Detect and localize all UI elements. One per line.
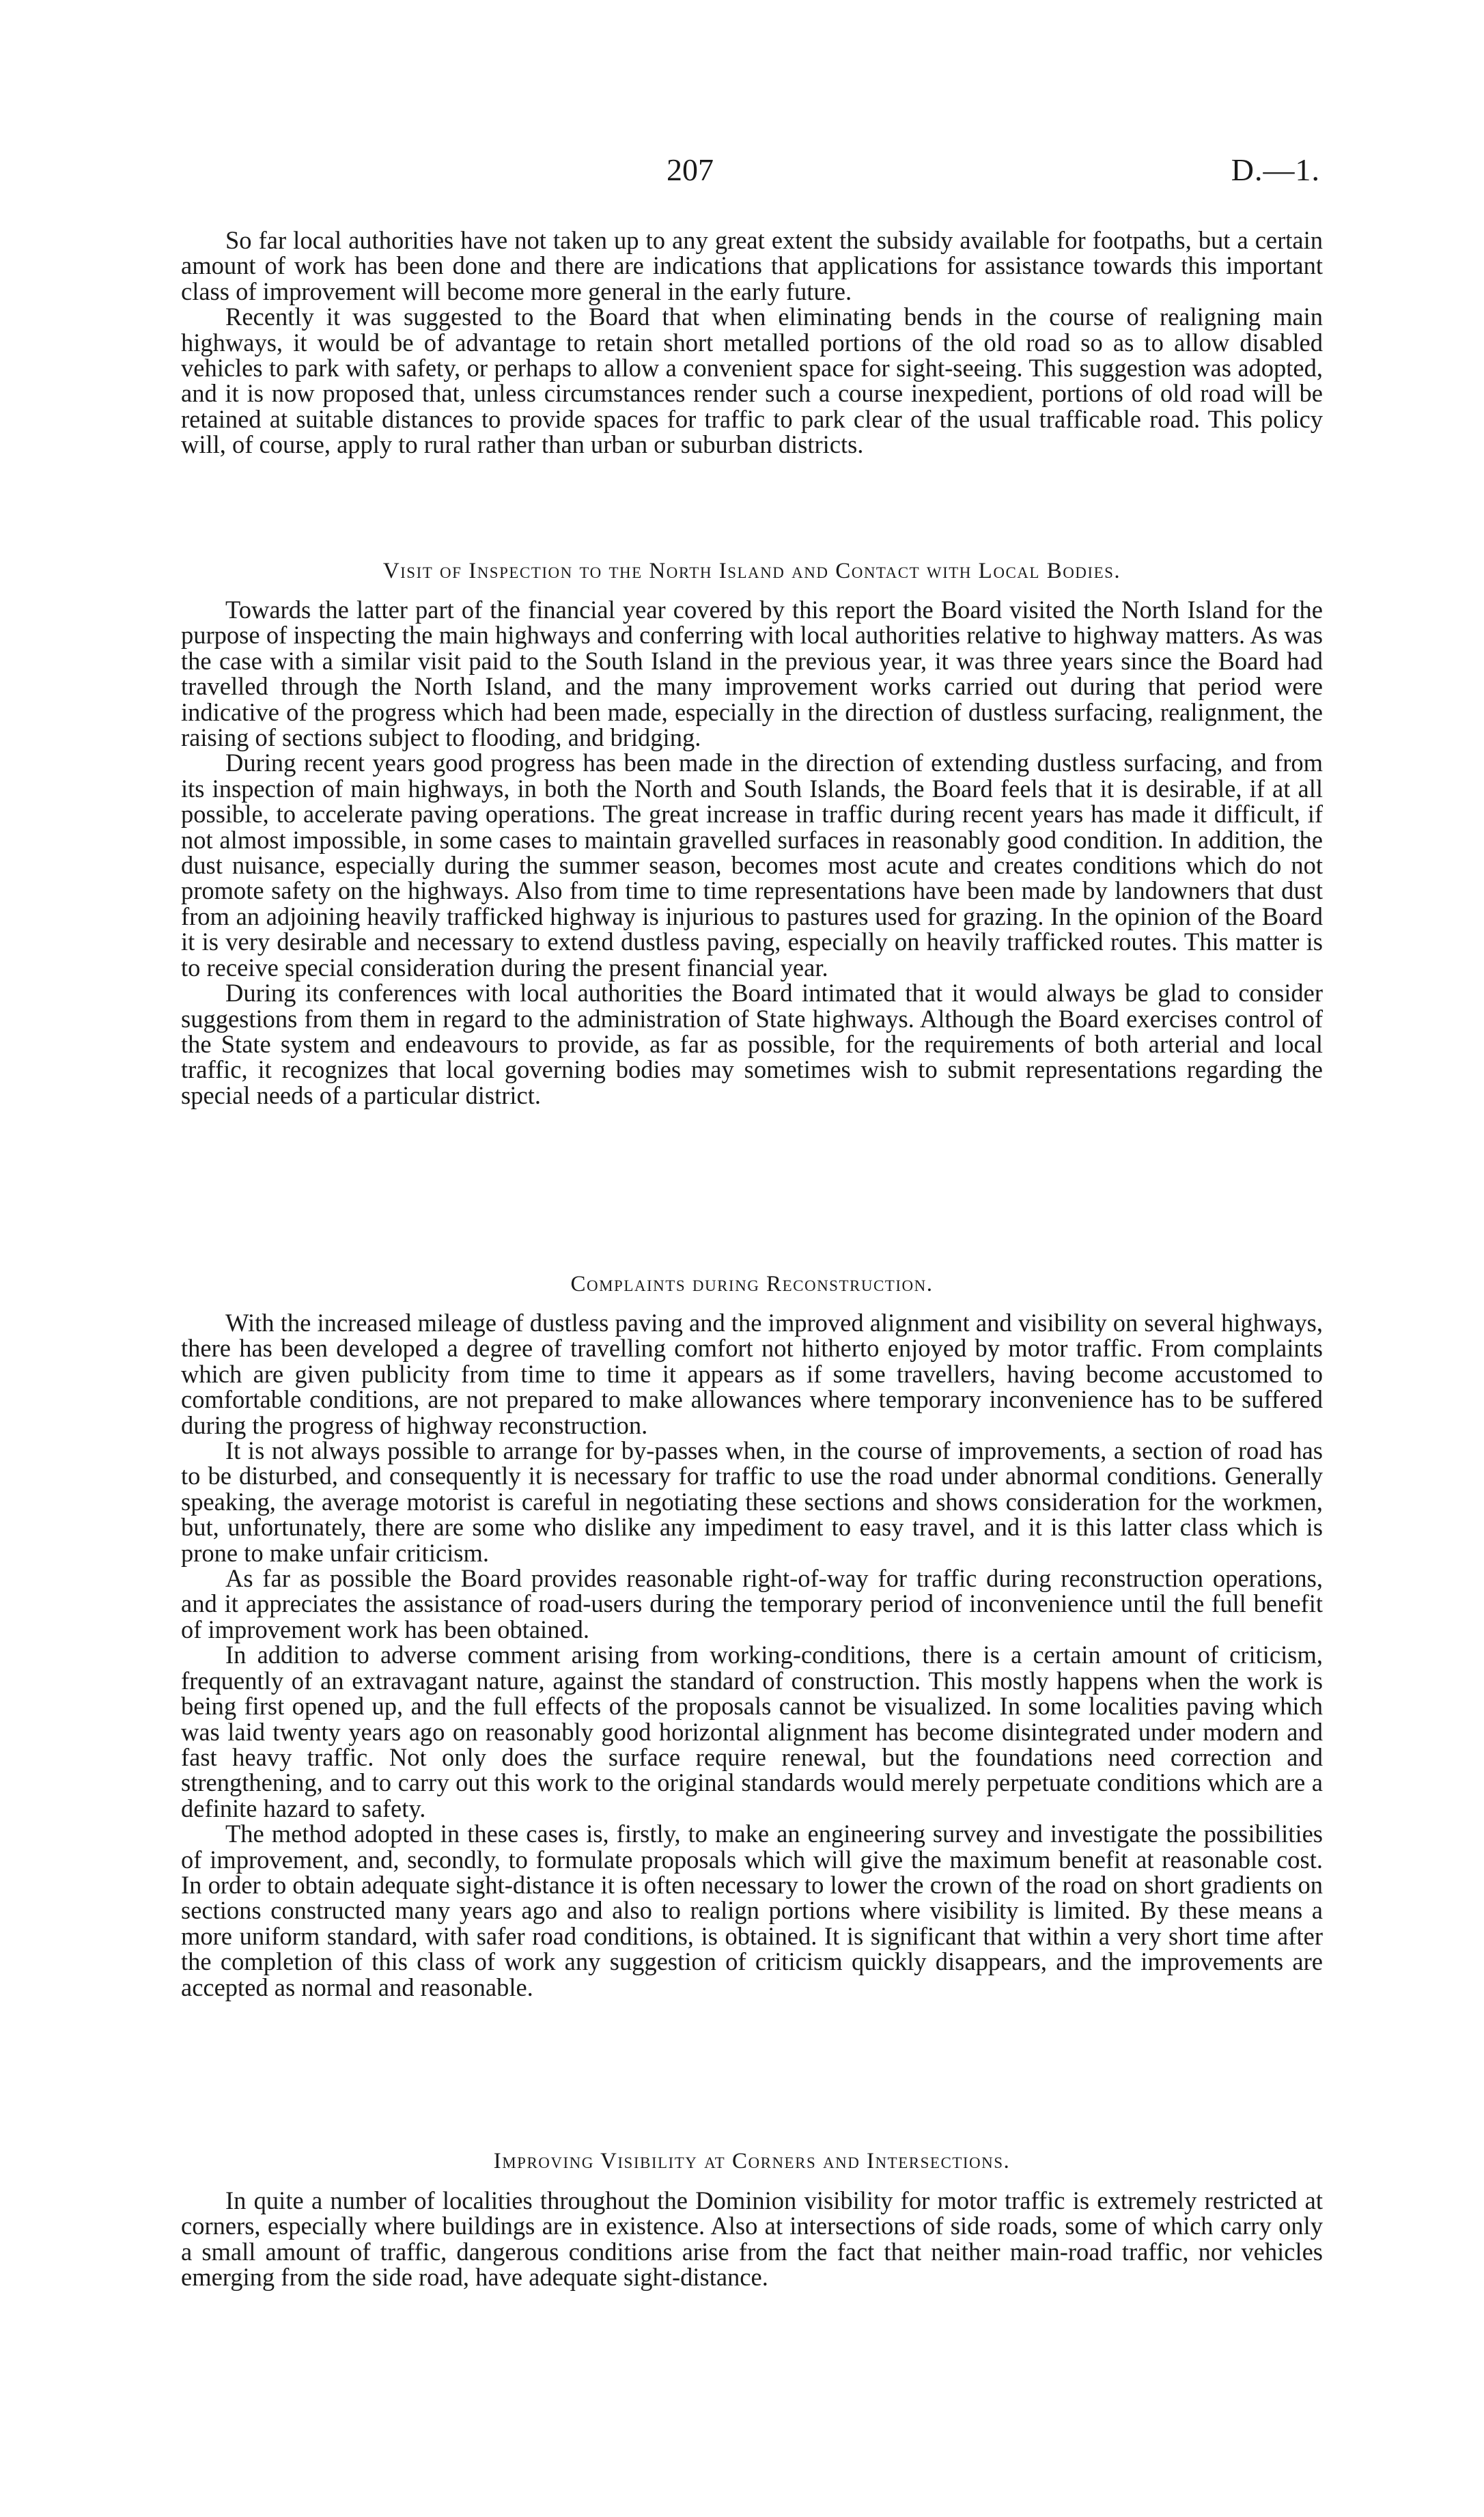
paragraph: In addition to adverse comment arising from working-conditions, there is a certain amount of criticism, frequently of an extravagant nature, against the standard of construction. This mostly happens when the work is being first opened up, and the full effects of the proposals cannot be visualized. In some localities paving which was laid twenty years ago on reasonably good horizontal alignment has become disintegrated under modern and fast heavy traffic. Not only does the surface require renewal, but the foundations need correction and strengthening, and to carry out this work to the original standards would merely perpetuate conditions which are a definite hazard to safety. <box>181 1641 1323 1822</box>
paragraph: It is not always possible to arrange for by-passes when, in the course of improvements, a section of road has to be disturbed, and consequently it is necessary for traffic to use the road under abnormal conditions. Generally speaking, the average motorist is careful in negotiating these sections and shows consideration for the workmen, but, unfortunately, there are some who dislike any impediment to easy travel, and it is this latter class which is prone to make unfair criticism. <box>181 1436 1323 1567</box>
paragraph: With the increased mileage of dustless paving and the improved alignment and visibility on several highways, there has been developed a degree of travelling comfort not hitherto enjoyed by motor traffic. From complaints which are given publicity from time to time it appears as if some travellers, having become accustomed to comfortable conditions, are not prepared to make allowances where temporary inconvenience has to be suffered during the progress of highway reconstruction. <box>181 1309 1323 1439</box>
section-heading-improving-visibility: Improving Visibility at Corners and Intersections. <box>493 2149 1011 2173</box>
document-reference: D.—1. <box>1231 152 1320 187</box>
paragraph: Towards the latter part of the financial year covered by this report the Board visited the North Island for the purpose of inspecting the main highways and conferring with local authorities relative to highway matters. As was the case with a similar visit paid to the South Island in the previous year, it was three years since the Board had travelled through the North Island, and the many improvement works carried out during that period were indicative of the progress which had been made, especially in the direction of dustless surfacing, realignment, the raising of sections subject to flooding, and bridging. <box>181 596 1323 752</box>
section-heading-visit-of-inspection: Visit of Inspection to the North Island and Contact with Local Bodies. <box>382 559 1121 583</box>
section-body-complaints <box>181 1310 1323 2000</box>
paragraph: In quite a number of localities throughout the Dominion visibility for motor traffic is extremely restricted at corners, especially where buildings are in existence. Also at intersections of side roads, some of which carry only a small amount of traffic, dangerous conditions arise from the fact that neither main-road traffic, nor vehicles emerging from the side road, have adequate sight-distance. <box>181 2186 1323 2292</box>
paragraph: So far local authorities have not taken up to any great extent the subsidy available for footpaths, but a certain amount of work has been done and there are indications that applications for assistance towards this important class of improvement will become more general in the early future. <box>181 226 1323 305</box>
paragraph: As far as possible the Board provides reasonable right-of-way for traffic during reconstruction operations, and it appreciates the assistance of road-users during the temporary period of inconvenience until the full benefit of improvement work has been obtained. <box>181 1564 1323 1643</box>
paragraph: The method adopted in these cases is, firstly, to make an engineering survey and investigate the possibilities of improvement, and, secondly, to formulate proposals which will give the maximum benefit at reasonable cost. In order to obtain adequate sight-distance it is often necessary to lower the crown of the road on short gradients on sections constructed many years ago and also to realign portions where visibility is limited. By these means a more uniform standard, with safer road conditions, is obtained. It is significant that within a very short time after the completion of this class of work any suggestion of criticism quickly disappears, and the improvements are accepted as normal and reasonable. <box>181 1820 1323 2001</box>
section-body-improving-visibility <box>181 2188 1323 2290</box>
paragraph: During its conferences with local authorities the Board intimated that it would always be glad to consider suggestions from them in regard to the administration of State highways. Although the Board exercises control of the State system and endeavours to provide, as far as possible, for the requirements of both arterial and local traffic, it recognizes that local governing bodies may sometimes wish to submit representations regarding the special needs of a particular district. <box>181 979 1323 1109</box>
paragraph: Recently it was suggested to the Board that when eliminating bends in the course of realigning main highways, it would be of advantage to retain short metalled portions of the old road so as to allow disabled vehicles to park with safety, or perhaps to allow a convenient space for sight-seeing. This suggestion was adopted, and it is now proposed that, unless circumstances render such a course inexpedient, portions of old road will be retained at suitable distances to provide spaces for traffic to park clear of the usual trafficable road. This policy will, of course, apply to rural rather than urban or suburban districts. <box>181 303 1323 459</box>
intro-block <box>181 227 1323 458</box>
paragraph: During recent years good progress has been made in the direction of extending dustless surfacing, and from its inspection of main highways, in both the North and South Islands, the Board feels that it is desirable, if at all possible, to accelerate paving operations. The great increase in traffic during recent years has made it difficult, if not almost impossible, in some cases to maintain gravelled surfaces in reasonably good condition. In addition, the dust nuisance, especially during the summer season, becomes most acute and creates conditions which do not promote safety on the highways. Also from time to time representations have been made by landowners that dust from an adjoining heavily trafficked highway is injurious to pastures used for grazing. In the opinion of the Board it is very desirable and necessary to extend dustless paving, especially on heavily trafficked routes. This matter is to receive special consideration during the present financial year. <box>181 749 1323 982</box>
page-header <box>0 152 1484 193</box>
section-heading-complaints: Complaints during Reconstruction. <box>570 1272 934 1296</box>
page-number: 207 <box>667 152 714 187</box>
section-body-visit-of-inspection <box>181 597 1323 1108</box>
